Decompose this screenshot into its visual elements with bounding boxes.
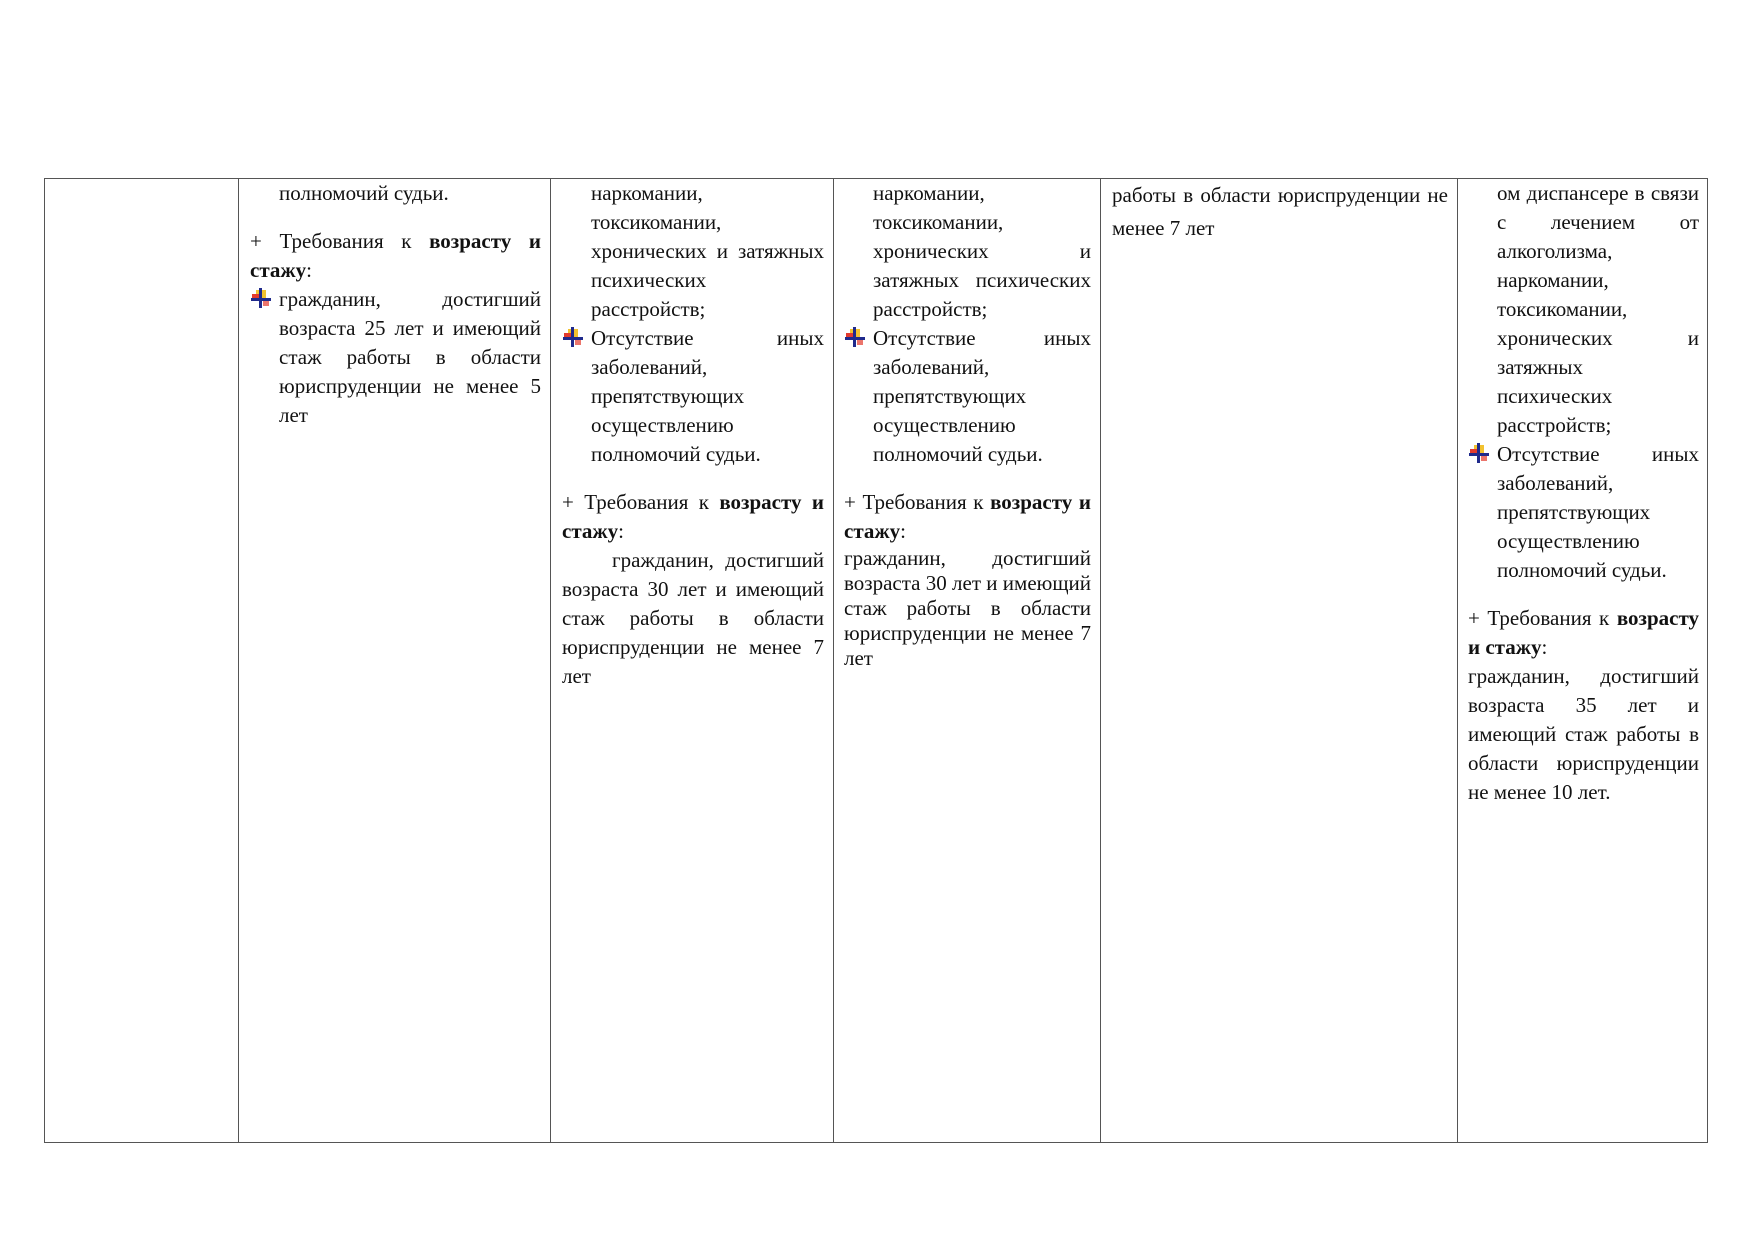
continued-text: наркомании, токсикомании, хронических и затяжных психических расстройств; (591, 181, 824, 321)
continued-text: работы в области юриспруденции не менее 7 лет (1112, 183, 1448, 240)
continuation-table (44, 178, 1708, 1143)
continued-text: наркомании, токсикомании, хронических и затяжных психических расстройств; (873, 181, 1091, 321)
bullet-item: Отсутствие иных заболеваний, препятствующих осуществлению полномочий судьи. (1468, 440, 1699, 585)
continued-text: ом диспансере в связи с лечением от алкоголизма, наркомании, токсикомании, хронических и затяжных психических расстройств; (1497, 181, 1699, 437)
bullet-item: гражданин, достигший возраста 25 лет и имеющий стаж работы в области юриспруденции не менее 5 лет (250, 285, 541, 430)
table-cell-col5 (1100, 179, 1458, 1142)
table-cell-col6 (1457, 179, 1709, 1142)
age-requirements-heading: + Требования к возрасту и стажу: (250, 229, 541, 282)
table-cell-col1 (45, 179, 239, 1142)
bullet-item: Отсутствие иных заболеваний, препятствующих осуществлению полномочий судьи. (562, 324, 824, 469)
table-cell-col2 (238, 179, 551, 1142)
age-requirement-text: гражданин, достигший возраста 35 лет и имеющий стаж работы в области юриспруденции не менее 10 лет. (1468, 664, 1699, 804)
age-requirement-text: гражданин, достигший возраста 30 лет и имеющий стаж работы в области юриспруденции не менее 7 лет (562, 548, 824, 688)
age-requirement-text: гражданин, достигший возраста 30 лет и имеющий стаж работы в области юриспруденции не менее 7 лет (844, 546, 1091, 670)
continued-text: полномочий судьи. (279, 181, 449, 205)
bullet-item: Отсутствие иных заболеваний, препятствующих осуществлению полномочий судьи. (844, 324, 1091, 469)
age-requirements-heading: + Требования к возрасту и стажу: (562, 490, 824, 543)
table-cell-col3 (550, 179, 834, 1142)
bullet-marker-icon (1468, 443, 1490, 465)
age-requirements-heading: + Требования к возрасту и стажу: (844, 490, 1091, 543)
age-requirements-heading: + Требования к возрасту и стажу: (1468, 606, 1699, 659)
bullet-marker-icon (250, 288, 272, 310)
table-cell-col4 (833, 179, 1101, 1142)
bullet-marker-icon (562, 327, 584, 349)
bullet-marker-icon (844, 327, 866, 349)
